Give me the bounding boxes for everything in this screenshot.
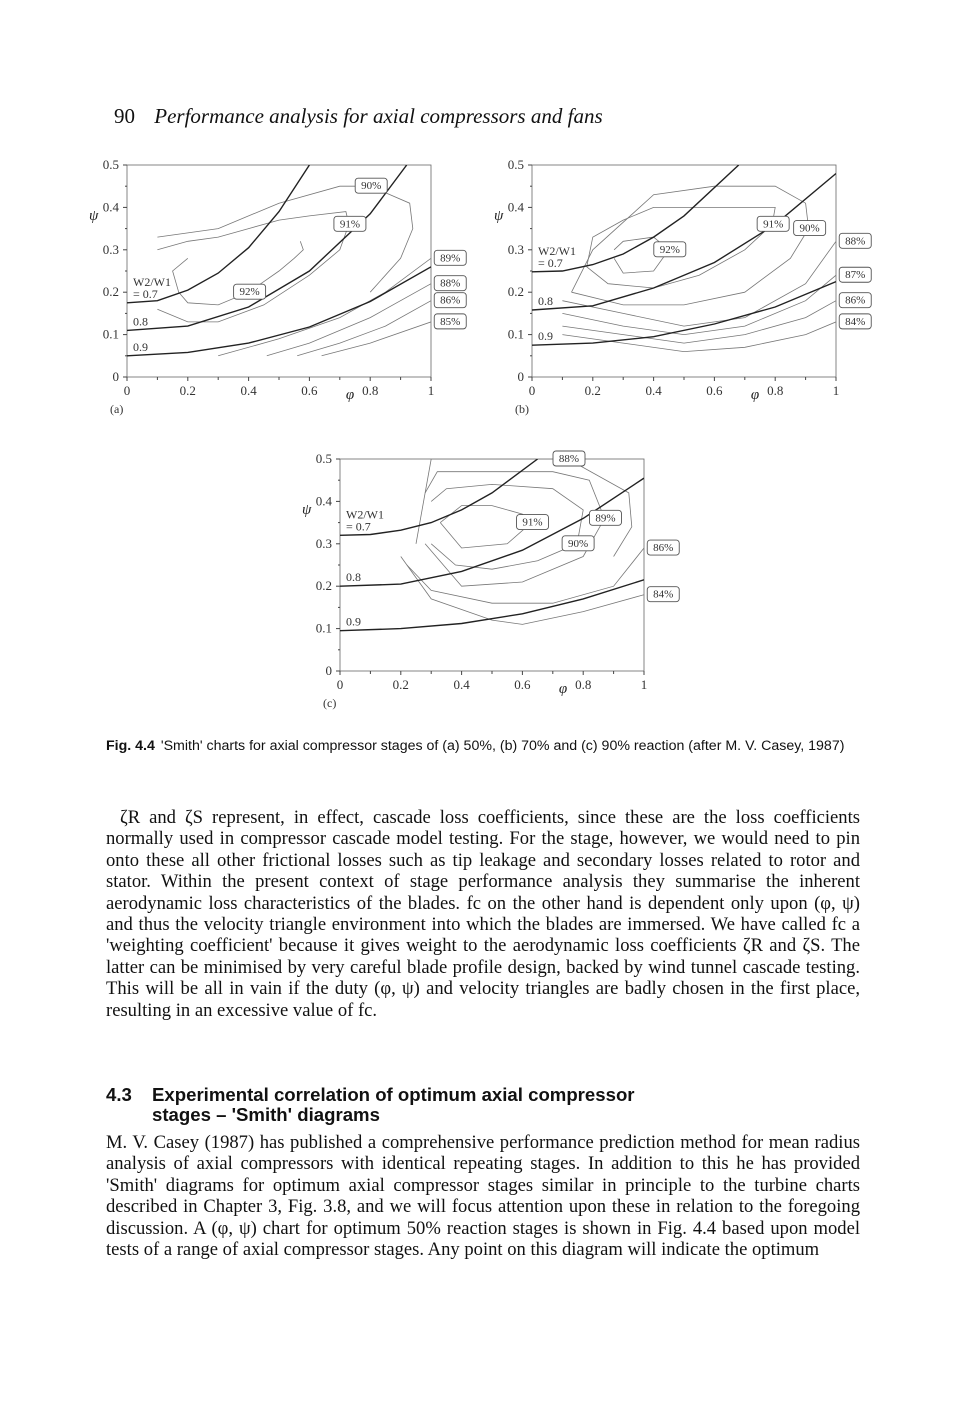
x-tick-label: 0 [528,383,536,398]
plot-frame [340,459,644,671]
y-tick-label: 0.4 [102,199,119,215]
efficiency-label: 88% [440,277,461,290]
x-axis-label: φ [750,387,760,403]
x-axis-label: φ [558,681,568,697]
efficiency-contour [562,322,836,352]
efficiency-label: 89% [440,252,461,265]
section-title-line1: Experimental correlation of optimum axial compressor [152,1084,635,1105]
y-tick-label: 0 [112,369,119,384]
chart-b [485,150,885,425]
x-tick-label: 0.2 [584,383,601,398]
efficiency-contour [297,301,431,356]
x-tick-label: 0.4 [240,383,257,398]
section-heading [106,1085,866,1125]
x-tick-label: 0.2 [392,677,409,692]
efficiency-label: 89% [595,512,616,525]
efficiency-label: 91% [339,218,361,231]
efficiency-label: 92% [239,286,260,299]
x-tick-label: 0.8 [767,383,784,398]
efficiency-label: 90% [568,537,589,550]
efficiency-label: 91% [522,516,543,529]
w2w1-title: W2/W1 [133,274,171,289]
w2w1-label: 0.8 [346,570,361,585]
y-tick-label: 0.2 [315,578,332,594]
y-tick-label: 0.3 [507,241,524,257]
page-number: 90 [114,104,135,128]
running-head [114,104,603,129]
efficiency-contour [431,484,583,569]
efficiency-contour [425,472,604,587]
w2w1-label: 0.9 [538,329,553,344]
efficiency-contour [562,241,836,326]
w2w1-label: = 0.7 [538,255,563,270]
x-tick-label: 0.4 [645,383,662,398]
efficiency-label: 90% [361,180,382,193]
panel-label: (c) [323,696,337,710]
plot-frame [532,165,836,377]
x-tick-label: 1 [427,383,435,398]
efficiency-label: 85% [440,315,461,328]
efficiency-label: 86% [440,294,461,307]
efficiency-contour [572,186,809,305]
efficiency-label: 87% [845,269,866,282]
w2w1-title: W2/W1 [538,243,576,258]
w2w1-line [532,282,836,346]
x-tick-label: 1 [832,383,840,398]
efficiency-label: 84% [653,588,674,601]
x-tick-label: 0.2 [179,383,196,398]
efficiency-contour [322,322,431,356]
efficiency-label: 84% [845,315,866,328]
x-axis-label: φ [345,387,355,403]
y-tick-label: 0.2 [102,284,119,300]
running-head-title: Performance analysis for axial compressors and fans [154,104,603,128]
efficiency-label: 91% [763,218,784,231]
paragraph-text: ζR and ζS represent, in effect, cascade loss coefficients, since these are the loss coefficients normally used in compressor cascade model testing. For the stage, however, we would need to pin onto these all other frictional losses such as tip leakage and secondary losses related to rotor and stator. Within the present context of stage performance analysis they summarise the inherent aerodynamic loss characteristics of the blades. fc on the other hand is dependent only upon (φ, ψ) and thus the velocity triangle environment into which the blades are immersed. We have called fc a 'weighting coefficient' because it gives weight to the aerodynamic loss coefficients ζR and ζS. The latter can be minimised by very careful blade profile design, backed by wind tunnel cascade testing. This will be all in vain if the duty (φ, ψ) and velocity triangles are badly chosen in the first place, resulting in an excessive value of fc. [106,807,860,1021]
x-tick-label: 0.4 [453,677,470,692]
x-tick-label: 0.6 [706,383,723,398]
figure-number: Fig. 4.4 [106,738,155,754]
efficiency-contour [218,258,431,356]
efficiency-label: 90% [799,222,820,235]
paragraph-text: M. V. Casey (1987) has published a comprehensive performance prediction method for mean radius analysis of axial compressors with identical repeating stages. In addition to this he has provided 'Smith' diagrams for optimum axial compressor stages similar in principle to the turbine charts described in Chapter 3, Fig. 3.8, and we will focus attention upon these in relation to the foregoing discussion. A (φ, ψ) chart for optimum 50% reaction stages is shown in Fig. 4.4 based upon model tests of a range of axial compressor stages. Any point on this diagram will indicate the optimum [106,1132,860,1261]
body-paragraph-2 [106,1132,860,1260]
chart-a [80,150,480,425]
x-tick-label: 0 [336,677,344,692]
efficiency-label: 92% [659,243,680,256]
y-tick-label: 0.2 [507,284,524,300]
y-tick-label: 0.1 [102,326,119,342]
w2w1-line [127,267,431,356]
y-tick-label: 0.3 [102,241,119,257]
y-tick-label: 0 [517,369,524,384]
efficiency-label: 88% [558,453,580,465]
figure-caption-text: 'Smith' charts for axial compressor stages of (a) 50%, (b) 70% and (c) 90% reaction (after M. V. Casey, 1987) [160,738,845,754]
panel-label: (b) [515,402,529,416]
y-tick-label: 0.5 [102,157,119,172]
efficiency-contour [267,284,431,356]
w2w1-title: W2/W1 [346,507,384,522]
y-tick-label: 0.1 [507,326,524,342]
x-tick-label: 0.8 [575,677,592,692]
y-tick-label: 0.3 [315,535,332,551]
y-tick-label: 0.4 [315,493,332,509]
w2w1-label: = 0.7 [346,519,371,534]
w2w1-label: 0.9 [346,614,361,629]
efficiency-contour [562,275,836,334]
w2w1-label: 0.8 [133,314,148,329]
efficiency-contour [157,212,349,322]
efficiency-label: 86% [653,542,674,555]
x-tick-label: 0.8 [362,383,379,398]
efficiency-label: 86% [845,294,866,307]
x-tick-label: 1 [640,677,648,692]
x-tick-label: 0.6 [301,383,318,398]
panel-label: (a) [110,402,124,416]
y-tick-label: 0.1 [315,620,332,636]
section-number: 4.3 [106,1084,132,1105]
x-tick-label: 0 [123,383,131,398]
w2w1-label: 0.9 [133,339,148,354]
section-title-line2: stages – 'Smith' diagrams [152,1104,380,1125]
y-tick-label: 0.4 [507,199,524,215]
x-tick-label: 0.6 [514,677,531,692]
y-axis-label: ψ [89,208,99,225]
w2w1-label: 0.8 [538,294,553,309]
body-paragraph-1 [106,807,860,1021]
y-tick-label: 0.5 [507,157,524,172]
efficiency-label: 88% [845,235,866,248]
w2w1-label: = 0.7 [133,286,158,301]
figure-caption [106,737,866,755]
y-axis-label: ψ [302,502,312,519]
w2w1-line [340,580,644,631]
y-tick-label: 0.5 [315,451,332,466]
chart-c [293,444,693,719]
y-tick-label: 0 [325,663,332,678]
y-axis-label: ψ [494,208,504,225]
